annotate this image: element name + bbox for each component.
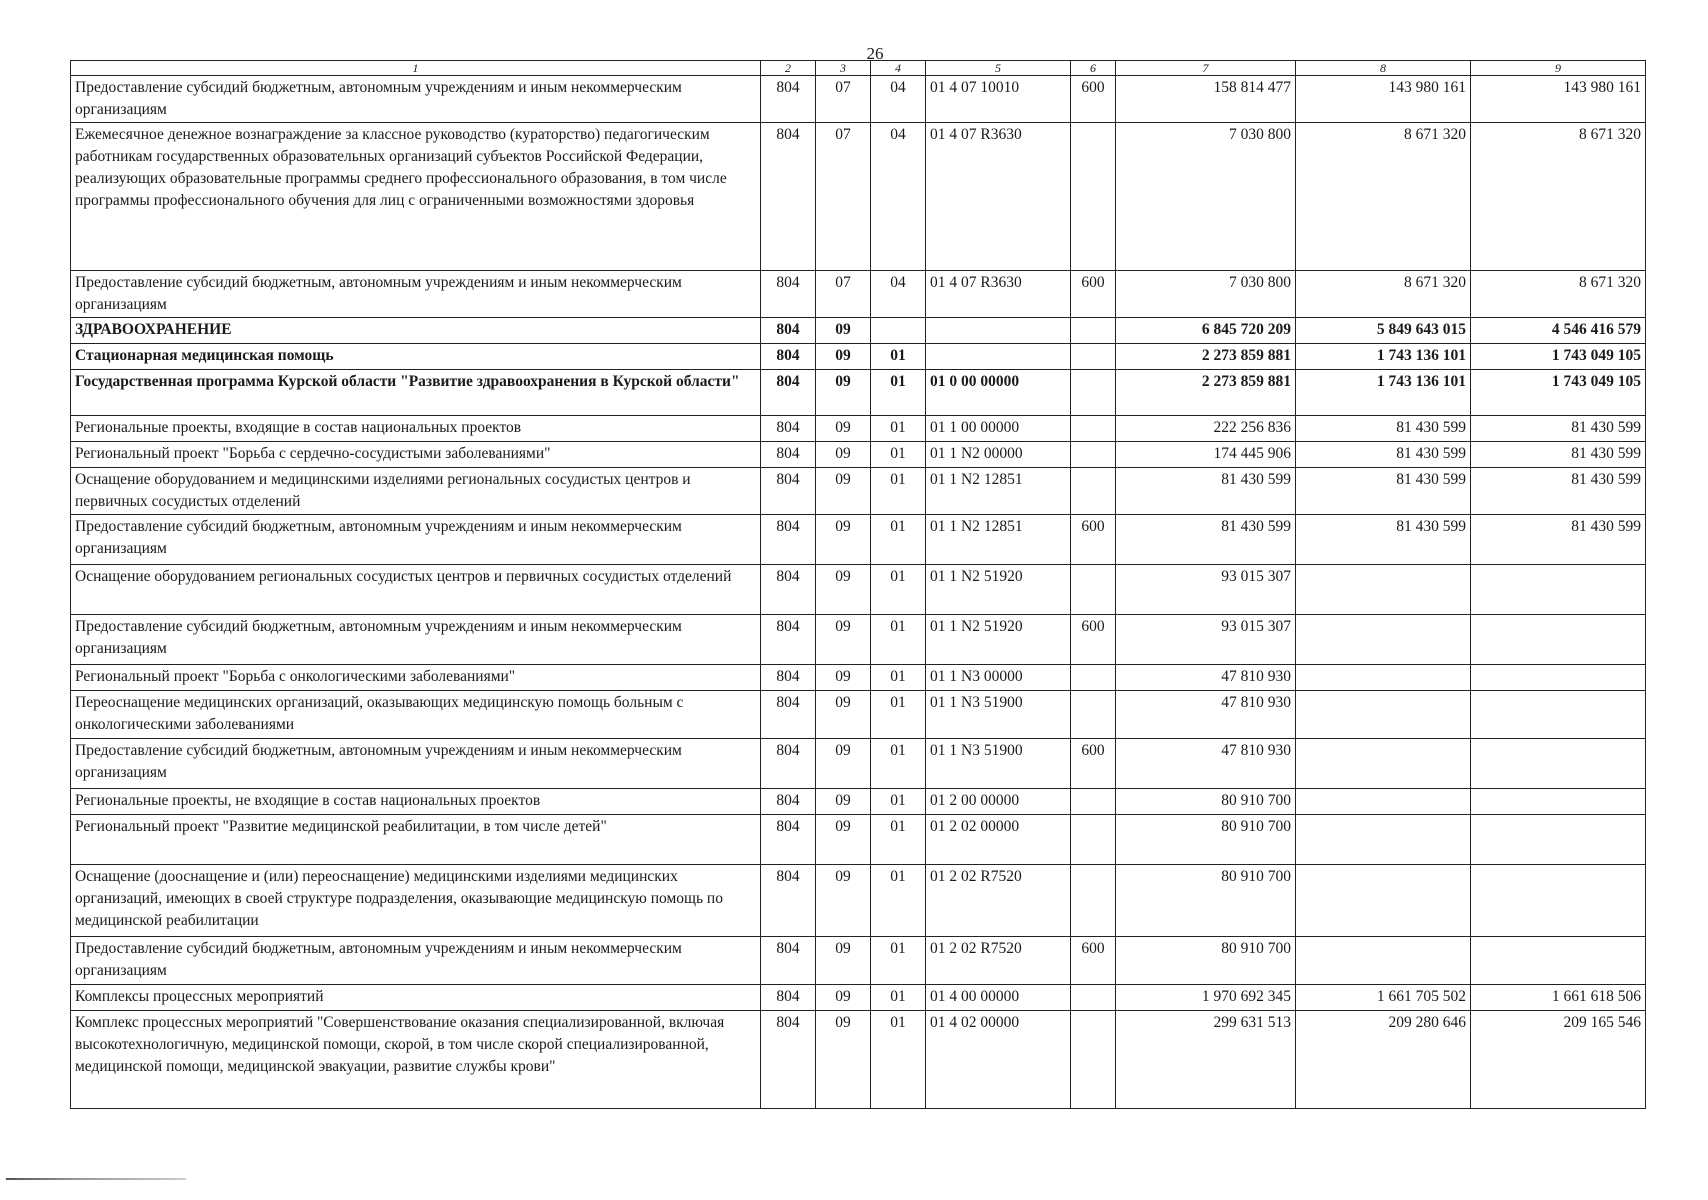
amount-year-2: 81 430 599 <box>1296 416 1471 442</box>
amount-year-2: 1 661 705 502 <box>1296 985 1471 1011</box>
target-article-code: 01 2 02 00000 <box>926 815 1071 865</box>
target-article-code: 01 4 02 00000 <box>926 1011 1071 1109</box>
amount-year-1: 80 910 700 <box>1116 815 1296 865</box>
target-article-code: 01 1 00 00000 <box>926 416 1071 442</box>
amount-year-3 <box>1471 815 1646 865</box>
amount-year-3: 81 430 599 <box>1471 468 1646 515</box>
column-header-5: 5 <box>926 61 1071 76</box>
amount-year-1: 81 430 599 <box>1116 468 1296 515</box>
expense-type-code: 600 <box>1071 271 1116 318</box>
row-name: Комплекс процессных мероприятий "Совершенствование оказания специализированной, включая высокотехнологичную, медицинской помощи, скорой, в том числе скорой специализированной, медицинской помощи, медицинской эвакуации, развитие службы крови" <box>71 1011 761 1109</box>
section-code: 09 <box>816 739 871 789</box>
amount-year-2: 209 280 646 <box>1296 1011 1471 1109</box>
ministry-code: 804 <box>761 271 816 318</box>
amount-year-1: 7 030 800 <box>1116 271 1296 318</box>
subsection-code: 01 <box>871 615 926 665</box>
ministry-code: 804 <box>761 344 816 370</box>
expense-type-code: 600 <box>1071 76 1116 123</box>
ministry-code: 804 <box>761 468 816 515</box>
expense-type-code <box>1071 985 1116 1011</box>
ministry-code: 804 <box>761 739 816 789</box>
subsection-code: 01 <box>871 691 926 739</box>
expense-type-code: 600 <box>1071 937 1116 985</box>
expense-type-code: 600 <box>1071 739 1116 789</box>
section-code: 09 <box>816 416 871 442</box>
column-header-2: 2 <box>761 61 816 76</box>
budget-table <box>70 60 1646 1109</box>
ministry-code: 804 <box>761 665 816 691</box>
amount-year-1: 80 910 700 <box>1116 789 1296 815</box>
subsection-code: 01 <box>871 370 926 416</box>
column-header-1: 1 <box>71 61 761 76</box>
amount-year-3: 1 743 049 105 <box>1471 370 1646 416</box>
expense-type-code <box>1071 815 1116 865</box>
target-article-code: 01 1 N3 51900 <box>926 691 1071 739</box>
subsection-code: 01 <box>871 565 926 615</box>
section-code: 09 <box>816 615 871 665</box>
table-row <box>71 370 1646 416</box>
section-code: 09 <box>816 318 871 344</box>
subsection-code: 01 <box>871 1011 926 1109</box>
amount-year-2: 81 430 599 <box>1296 468 1471 515</box>
column-header-4: 4 <box>871 61 926 76</box>
section-code: 07 <box>816 271 871 318</box>
amount-year-3: 143 980 161 <box>1471 76 1646 123</box>
subsection-code: 01 <box>871 985 926 1011</box>
ministry-code: 804 <box>761 937 816 985</box>
amount-year-3 <box>1471 691 1646 739</box>
row-name: Предоставление субсидий бюджетным, автономным учреждениям и иным некоммерческим организациям <box>71 739 761 789</box>
target-article-code <box>926 344 1071 370</box>
scan-artifact <box>6 1178 186 1180</box>
target-article-code: 01 1 N2 12851 <box>926 468 1071 515</box>
row-name: Переоснащение медицинских организаций, оказывающих медицинскую помощь больным с онкологическими заболеваниями <box>71 691 761 739</box>
row-name: Ежемесячное денежное вознаграждение за классное руководство (кураторство) педагогическим работникам государственных образовательных организаций субъектов Российской Федерации, реализующих образовательные программы среднего профессионального образования, в том числе программы профессионального обучения для лиц с ограниченными возможностями здоровья <box>71 123 761 271</box>
amount-year-2 <box>1296 665 1471 691</box>
expense-type-code: 600 <box>1071 615 1116 665</box>
ministry-code: 804 <box>761 416 816 442</box>
row-name: Оснащение оборудованием и медицинскими изделиями региональных сосудистых центров и первичных сосудистых отделений <box>71 468 761 515</box>
column-header-6: 6 <box>1071 61 1116 76</box>
target-article-code: 01 4 07 10010 <box>926 76 1071 123</box>
subsection-code: 04 <box>871 76 926 123</box>
row-name: ЗДРАВООХРАНЕНИЕ <box>71 318 761 344</box>
amount-year-3 <box>1471 789 1646 815</box>
amount-year-2 <box>1296 615 1471 665</box>
row-name: Региональный проект "Борьба с сердечно-сосудистыми заболеваниями" <box>71 442 761 468</box>
expense-type-code <box>1071 565 1116 615</box>
table-row <box>71 1011 1646 1109</box>
target-article-code: 01 4 07 R3630 <box>926 123 1071 271</box>
target-article-code <box>926 318 1071 344</box>
ministry-code: 804 <box>761 789 816 815</box>
row-name: Государственная программа Курской области "Развитие здравоохранения в Курской области" <box>71 370 761 416</box>
header-row <box>71 61 1646 76</box>
subsection-code: 04 <box>871 123 926 271</box>
table-row <box>71 937 1646 985</box>
amount-year-2 <box>1296 937 1471 985</box>
section-code: 09 <box>816 691 871 739</box>
amount-year-3: 8 671 320 <box>1471 271 1646 318</box>
amount-year-3 <box>1471 865 1646 937</box>
amount-year-3: 8 671 320 <box>1471 123 1646 271</box>
amount-year-3: 4 546 416 579 <box>1471 318 1646 344</box>
amount-year-2 <box>1296 865 1471 937</box>
column-header-8: 8 <box>1296 61 1471 76</box>
amount-year-2 <box>1296 815 1471 865</box>
amount-year-1: 80 910 700 <box>1116 937 1296 985</box>
section-code: 09 <box>816 789 871 815</box>
amount-year-1: 6 845 720 209 <box>1116 318 1296 344</box>
amount-year-1: 222 256 836 <box>1116 416 1296 442</box>
expense-type-code <box>1071 691 1116 739</box>
target-article-code: 01 1 N2 51920 <box>926 565 1071 615</box>
ministry-code: 804 <box>761 1011 816 1109</box>
subsection-code: 01 <box>871 665 926 691</box>
target-article-code: 01 2 02 R7520 <box>926 865 1071 937</box>
subsection-code: 01 <box>871 815 926 865</box>
amount-year-3 <box>1471 615 1646 665</box>
expense-type-code <box>1071 370 1116 416</box>
amount-year-1: 47 810 930 <box>1116 691 1296 739</box>
section-code: 07 <box>816 123 871 271</box>
column-header-3: 3 <box>816 61 871 76</box>
expense-type-code <box>1071 789 1116 815</box>
amount-year-2 <box>1296 691 1471 739</box>
amount-year-1: 158 814 477 <box>1116 76 1296 123</box>
target-article-code: 01 1 N2 51920 <box>926 615 1071 665</box>
table-row <box>71 985 1646 1011</box>
amount-year-3 <box>1471 937 1646 985</box>
target-article-code: 01 0 00 00000 <box>926 370 1071 416</box>
page-number: 26 <box>866 44 884 63</box>
ministry-code: 804 <box>761 76 816 123</box>
table-row <box>71 691 1646 739</box>
ministry-code: 804 <box>761 370 816 416</box>
subsection-code: 01 <box>871 468 926 515</box>
section-code: 09 <box>816 565 871 615</box>
amount-year-1: 7 030 800 <box>1116 123 1296 271</box>
expense-type-code <box>1071 123 1116 271</box>
target-article-code: 01 2 02 R7520 <box>926 937 1071 985</box>
row-name: Региональные проекты, входящие в состав национальных проектов <box>71 416 761 442</box>
subsection-code: 01 <box>871 937 926 985</box>
row-name: Региональный проект "Борьба с онкологическими заболеваниями" <box>71 665 761 691</box>
target-article-code: 01 1 N3 51900 <box>926 739 1071 789</box>
expense-type-code <box>1071 865 1116 937</box>
ministry-code: 804 <box>761 123 816 271</box>
row-name: Стационарная медицинская помощь <box>71 344 761 370</box>
row-name: Предоставление субсидий бюджетным, автономным учреждениям и иным некоммерческим организациям <box>71 271 761 318</box>
amount-year-3 <box>1471 665 1646 691</box>
table-row <box>71 318 1646 344</box>
table-row <box>71 76 1646 123</box>
table-row <box>71 815 1646 865</box>
amount-year-3: 81 430 599 <box>1471 515 1646 565</box>
amount-year-2: 8 671 320 <box>1296 123 1471 271</box>
amount-year-3 <box>1471 565 1646 615</box>
amount-year-2: 1 743 136 101 <box>1296 344 1471 370</box>
amount-year-1: 299 631 513 <box>1116 1011 1296 1109</box>
amount-year-1: 47 810 930 <box>1116 739 1296 789</box>
section-code: 09 <box>816 344 871 370</box>
ministry-code: 804 <box>761 691 816 739</box>
table-row <box>71 442 1646 468</box>
row-name: Предоставление субсидий бюджетным, автономным учреждениям и иным некоммерческим организациям <box>71 76 761 123</box>
table-row <box>71 344 1646 370</box>
section-code: 09 <box>816 665 871 691</box>
row-name: Предоставление субсидий бюджетным, автономным учреждениям и иным некоммерческим организациям <box>71 515 761 565</box>
subsection-code <box>871 318 926 344</box>
row-name: Региональные проекты, не входящие в состав национальных проектов <box>71 789 761 815</box>
amount-year-3: 1 661 618 506 <box>1471 985 1646 1011</box>
expense-type-code <box>1071 442 1116 468</box>
ministry-code: 804 <box>761 815 816 865</box>
target-article-code: 01 1 N2 00000 <box>926 442 1071 468</box>
expense-type-code: 600 <box>1071 515 1116 565</box>
expense-type-code <box>1071 416 1116 442</box>
section-code: 09 <box>816 985 871 1011</box>
amount-year-2: 8 671 320 <box>1296 271 1471 318</box>
target-article-code: 01 2 00 00000 <box>926 789 1071 815</box>
table-row <box>71 665 1646 691</box>
section-code: 09 <box>816 815 871 865</box>
ministry-code: 804 <box>761 985 816 1011</box>
amount-year-1: 2 273 859 881 <box>1116 370 1296 416</box>
target-article-code: 01 4 07 R3630 <box>926 271 1071 318</box>
amount-year-3: 209 165 546 <box>1471 1011 1646 1109</box>
amount-year-1: 47 810 930 <box>1116 665 1296 691</box>
ministry-code: 804 <box>761 442 816 468</box>
amount-year-1: 81 430 599 <box>1116 515 1296 565</box>
expense-type-code <box>1071 468 1116 515</box>
table-row <box>71 565 1646 615</box>
section-code: 07 <box>816 76 871 123</box>
table-row <box>71 789 1646 815</box>
expense-type-code <box>1071 665 1116 691</box>
ministry-code: 804 <box>761 515 816 565</box>
subsection-code: 01 <box>871 789 926 815</box>
subsection-code: 01 <box>871 344 926 370</box>
subsection-code: 01 <box>871 739 926 789</box>
row-name: Комплексы процессных мероприятий <box>71 985 761 1011</box>
amount-year-1: 174 445 906 <box>1116 442 1296 468</box>
amount-year-2: 5 849 643 015 <box>1296 318 1471 344</box>
expense-type-code <box>1071 1011 1116 1109</box>
amount-year-2 <box>1296 565 1471 615</box>
section-code: 09 <box>816 1011 871 1109</box>
section-code: 09 <box>816 468 871 515</box>
amount-year-2 <box>1296 789 1471 815</box>
column-header-9: 9 <box>1471 61 1646 76</box>
amount-year-3: 81 430 599 <box>1471 442 1646 468</box>
section-code: 09 <box>816 515 871 565</box>
ministry-code: 804 <box>761 565 816 615</box>
amount-year-2: 1 743 136 101 <box>1296 370 1471 416</box>
section-code: 09 <box>816 370 871 416</box>
table-row <box>71 515 1646 565</box>
target-article-code: 01 4 00 00000 <box>926 985 1071 1011</box>
table-row <box>71 468 1646 515</box>
ministry-code: 804 <box>761 865 816 937</box>
table-row <box>71 271 1646 318</box>
subsection-code: 01 <box>871 442 926 468</box>
column-header-7: 7 <box>1116 61 1296 76</box>
row-name: Оснащение оборудованием региональных сосудистых центров и первичных сосудистых отделений <box>71 565 761 615</box>
target-article-code: 01 1 N3 00000 <box>926 665 1071 691</box>
amount-year-2: 81 430 599 <box>1296 442 1471 468</box>
expense-type-code <box>1071 318 1116 344</box>
amount-year-2: 81 430 599 <box>1296 515 1471 565</box>
amount-year-2 <box>1296 739 1471 789</box>
amount-year-1: 2 273 859 881 <box>1116 344 1296 370</box>
section-code: 09 <box>816 865 871 937</box>
amount-year-1: 80 910 700 <box>1116 865 1296 937</box>
ministry-code: 804 <box>761 318 816 344</box>
table-body <box>71 76 1646 1109</box>
table-row <box>71 865 1646 937</box>
amount-year-2: 143 980 161 <box>1296 76 1471 123</box>
amount-year-1: 93 015 307 <box>1116 615 1296 665</box>
subsection-code: 01 <box>871 515 926 565</box>
section-code: 09 <box>816 442 871 468</box>
table-row <box>71 739 1646 789</box>
table-row <box>71 416 1646 442</box>
target-article-code: 01 1 N2 12851 <box>926 515 1071 565</box>
subsection-code: 01 <box>871 416 926 442</box>
table-row <box>71 615 1646 665</box>
subsection-code: 04 <box>871 271 926 318</box>
amount-year-1: 93 015 307 <box>1116 565 1296 615</box>
table-row <box>71 123 1646 271</box>
row-name: Оснащение (дооснащение и (или) переоснащение) медицинскими изделиями медицинских организаций, имеющих в своей структуре подразделения, оказывающие медицинскую помощь по медицинской реабилитации <box>71 865 761 937</box>
row-name: Предоставление субсидий бюджетным, автономным учреждениям и иным некоммерческим организациям <box>71 937 761 985</box>
ministry-code: 804 <box>761 615 816 665</box>
section-code: 09 <box>816 937 871 985</box>
row-name: Предоставление субсидий бюджетным, автономным учреждениям и иным некоммерческим организациям <box>71 615 761 665</box>
amount-year-3 <box>1471 739 1646 789</box>
expense-type-code <box>1071 344 1116 370</box>
row-name: Региональный проект "Развитие медицинской реабилитации, в том числе детей" <box>71 815 761 865</box>
amount-year-1: 1 970 692 345 <box>1116 985 1296 1011</box>
amount-year-3: 81 430 599 <box>1471 416 1646 442</box>
subsection-code: 01 <box>871 865 926 937</box>
amount-year-3: 1 743 049 105 <box>1471 344 1646 370</box>
